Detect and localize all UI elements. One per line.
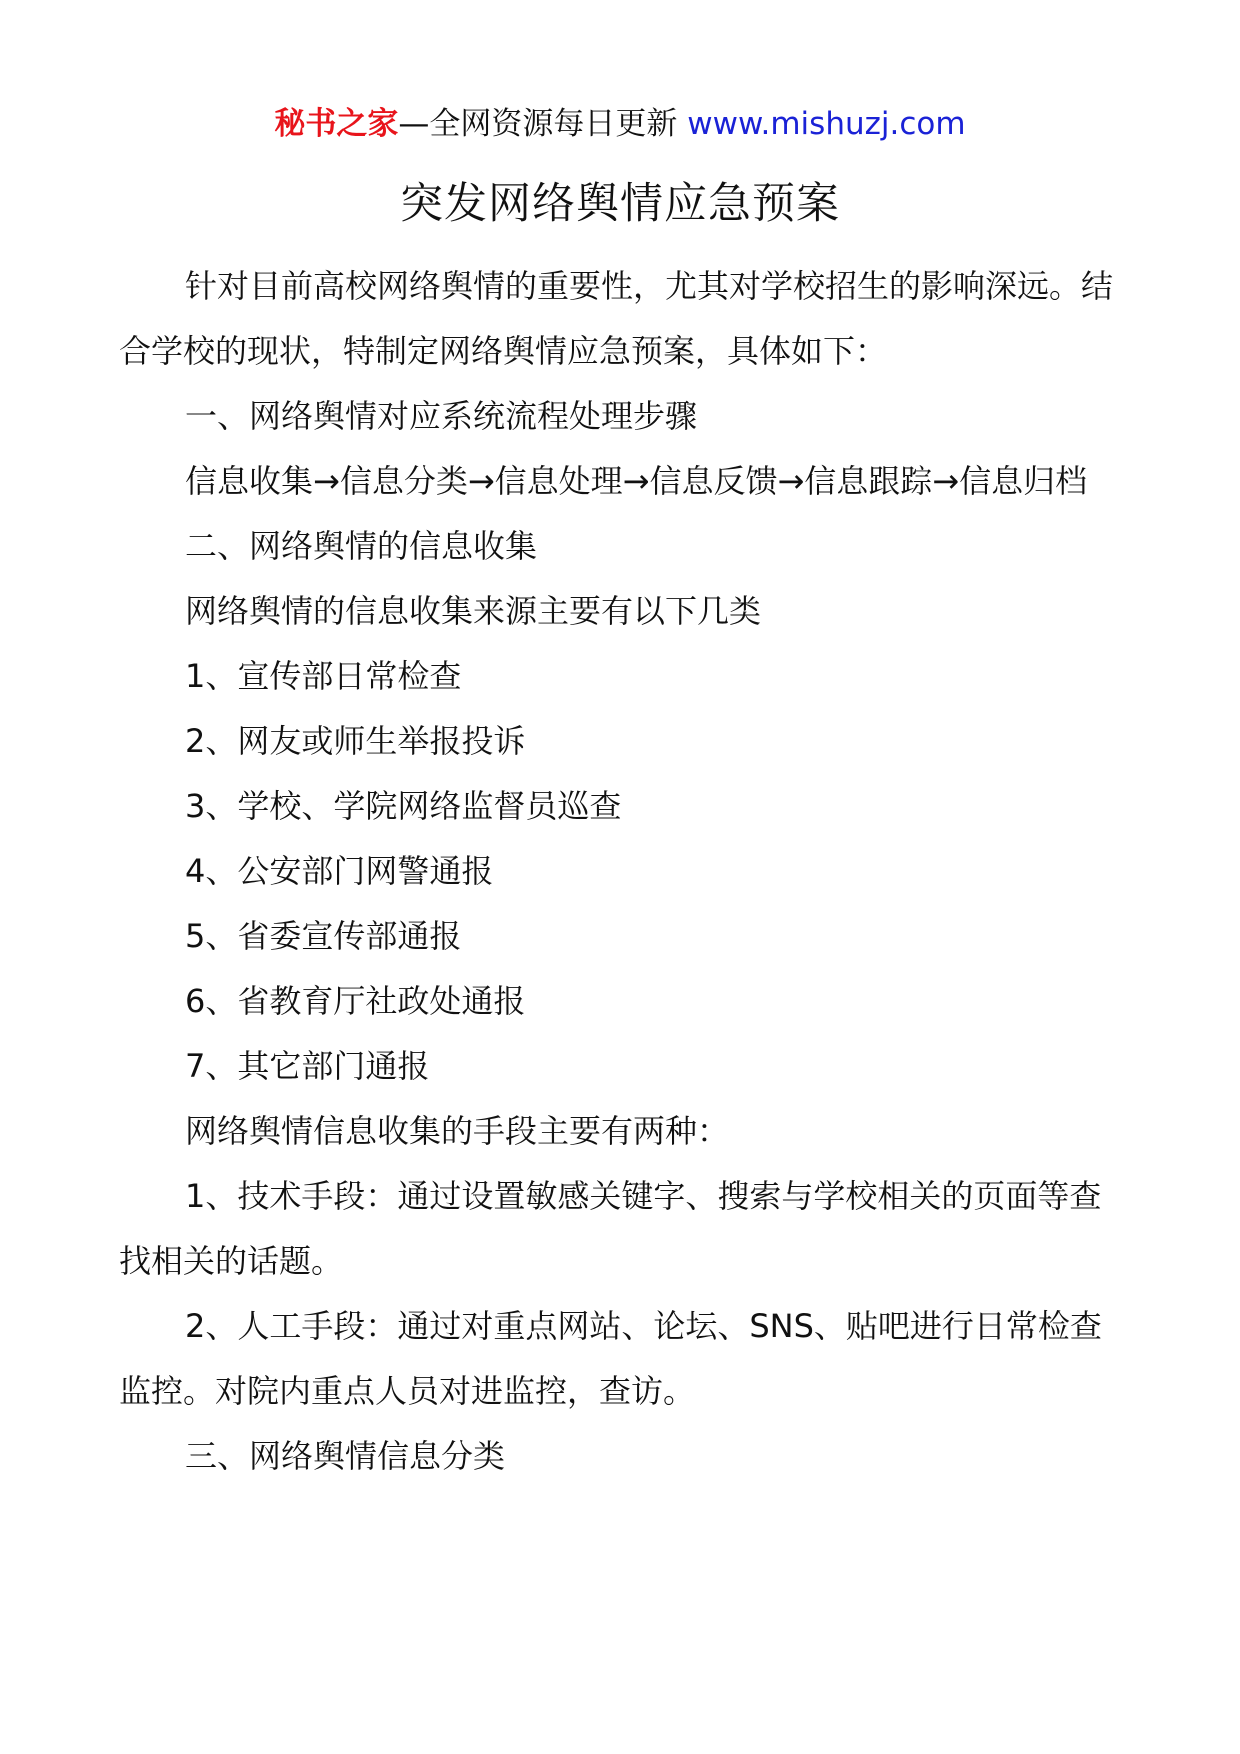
header-tagline: —全网资源每日更新 bbox=[398, 106, 678, 142]
document-title: 突发网络舆情应急预案 bbox=[400, 179, 840, 229]
process-flow-paragraph: 信息收集→信息分类→信息处理→信息反馈→信息跟踪→信息归档 bbox=[185, 462, 1088, 500]
intro-paragraph: 针对目前高校网络舆情的重要性，尤其对学校招生的影响深远。结合学校的现状，特制定网络舆情应急预案，具体如下： bbox=[119, 267, 1114, 370]
source-list-item: 5、省委宣传部通报 bbox=[185, 917, 462, 955]
brand-name: 秘书之家 bbox=[274, 106, 399, 142]
method-list-item: 2、人工手段：通过对重点网站、论坛、SNS、贴吧进行日常检查监控。对院内重点人员对进监控，查访。 bbox=[119, 1307, 1102, 1410]
source-list-item: 4、公安部门网警通报 bbox=[185, 852, 494, 890]
section-heading-2: 二、网络舆情的信息收集 bbox=[185, 527, 538, 565]
source-list-item: 3、学校、学院网络监督员巡查 bbox=[185, 787, 622, 825]
section-heading-1: 一、网络舆情对应系统流程处理步骤 bbox=[185, 397, 698, 435]
site-url-link[interactable]: www.mishuzj.com bbox=[687, 106, 966, 142]
source-list-item: 2、网友或师生举报投诉 bbox=[185, 722, 526, 760]
source-list-item: 1、宣传部日常检查 bbox=[185, 657, 462, 695]
sources-intro-paragraph: 网络舆情的信息收集来源主要有以下几类 bbox=[185, 592, 762, 630]
source-list-item: 6、省教育厅社政处通报 bbox=[185, 982, 526, 1020]
source-list-item: 7、其它部门通报 bbox=[185, 1047, 430, 1085]
method-list-item: 1、技术手段：通过设置敏感关键字、搜索与学校相关的页面等查找相关的话题。 bbox=[119, 1177, 1102, 1280]
document-body bbox=[119, 254, 1129, 1489]
methods-intro-paragraph: 网络舆情信息收集的手段主要有两种： bbox=[185, 1112, 730, 1150]
section-heading-3: 三、网络舆情信息分类 bbox=[185, 1437, 506, 1475]
site-header bbox=[0, 98, 1240, 150]
